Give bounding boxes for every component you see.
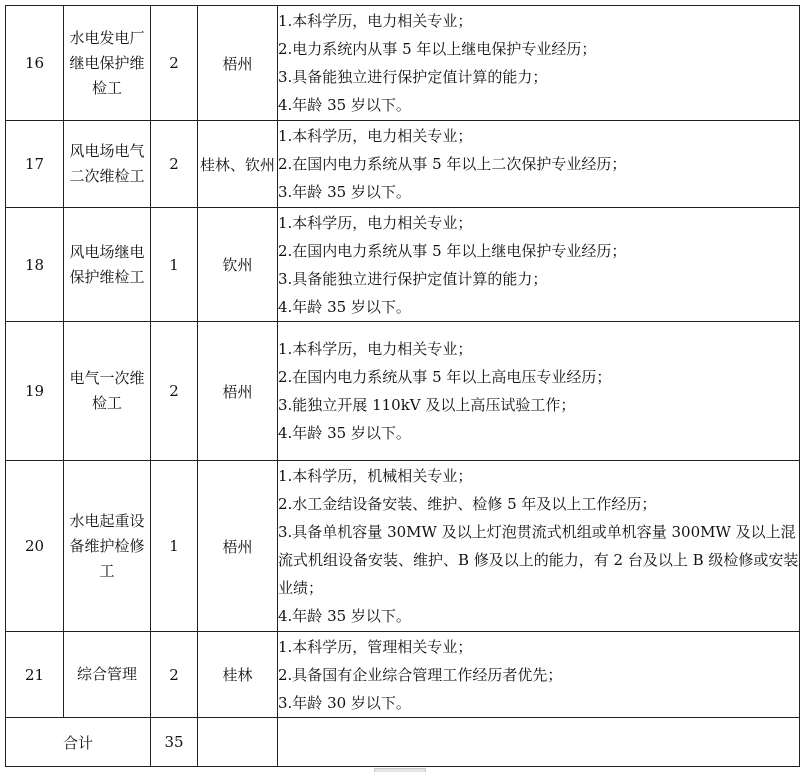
work-location: 梧州 bbox=[198, 322, 278, 461]
requirement-line: 1.本科学历，电力相关专业； bbox=[278, 12, 473, 30]
total-label: 合计 bbox=[6, 718, 151, 767]
table-row bbox=[6, 322, 800, 461]
requirement-line: 1.本科学历，电力相关专业； bbox=[278, 213, 473, 232]
requirements-cell bbox=[278, 322, 800, 461]
requirement-line: 3.能独立开展 110kV 及以上高压试验工作； bbox=[278, 396, 576, 414]
requirement-line: 4.年龄 35 岁以下。 bbox=[278, 96, 411, 114]
headcount: 2 bbox=[151, 632, 198, 718]
headcount: 1 bbox=[151, 208, 198, 322]
requirements-cell bbox=[278, 208, 800, 322]
position-name: 电气一次维检工 bbox=[64, 322, 151, 461]
table-row bbox=[6, 461, 800, 632]
table-row bbox=[6, 208, 800, 322]
position-name: 风电场电气二次维检工 bbox=[64, 121, 151, 208]
requirement-line: 3.年龄 35 岁以下。 bbox=[278, 183, 411, 201]
requirement-line: 2.电力系统内从事 5 年以上继电保护专业经历； bbox=[278, 40, 597, 58]
headcount: 2 bbox=[151, 322, 198, 461]
requirement-line: 1.本科学历，电力相关专业； bbox=[278, 340, 473, 358]
row-number: 20 bbox=[6, 461, 64, 632]
row-number: 16 bbox=[6, 6, 64, 121]
row-number: 21 bbox=[6, 632, 64, 718]
requirement-line: 1.本科学历，管理相关专业； bbox=[278, 637, 473, 656]
table-row bbox=[6, 121, 800, 208]
empty-cell bbox=[278, 718, 800, 767]
total-count: 35 bbox=[151, 718, 198, 767]
work-location: 梧州 bbox=[198, 6, 278, 121]
requirement-line: 3.具备能独立进行保护定值计算的能力； bbox=[278, 68, 548, 86]
work-location: 桂林、钦州 bbox=[198, 121, 278, 208]
position-name: 风电场继电保护维检工 bbox=[64, 208, 151, 322]
requirements-cell bbox=[278, 632, 800, 718]
work-location: 梧州 bbox=[198, 461, 278, 632]
requirement-line: 1.本科学历，电力相关专业； bbox=[278, 127, 473, 145]
requirements-cell bbox=[278, 6, 800, 121]
empty-cell bbox=[198, 718, 278, 767]
headcount: 2 bbox=[151, 6, 198, 121]
requirement-line: 4.年龄 35 岁以下。 bbox=[278, 607, 411, 625]
requirement-line: 2.在国内电力系统从事 5 年以上继电保护专业经历； bbox=[278, 241, 627, 260]
work-location: 桂林 bbox=[198, 632, 278, 718]
requirement-line: 2.水工金结设备安装、维护、检修 5 年及以上工作经历； bbox=[278, 495, 657, 513]
requirement-line: 1.本科学历，机械相关专业； bbox=[278, 467, 473, 485]
requirement-line: 3.具备能独立进行保护定值计算的能力； bbox=[278, 269, 548, 288]
table-row bbox=[6, 6, 800, 121]
total-row bbox=[6, 718, 800, 767]
requirement-line: 4.年龄 35 岁以下。 bbox=[278, 297, 411, 316]
requirements-cell bbox=[278, 461, 800, 632]
requirement-line: 3.具备单机容量 30MW 及以上灯泡贯流式机组或单机容量 300MW 及以上混流式机组设备安装、维护、B 修及以上的能力，有 2 台及以上 B 级检修或安装业绩； bbox=[278, 523, 799, 597]
requirement-line: 2.具备国有企业综合管理工作经历者优先； bbox=[278, 665, 563, 684]
requirement-line: 3.年龄 30 岁以下。 bbox=[278, 693, 411, 712]
row-number: 17 bbox=[6, 121, 64, 208]
headcount: 2 bbox=[151, 121, 198, 208]
requirements-cell bbox=[278, 121, 800, 208]
positions-table bbox=[5, 5, 800, 767]
horizontal-scroll-handle[interactable] bbox=[374, 768, 426, 772]
position-name: 水电起重设备维护检修工 bbox=[64, 461, 151, 632]
requirement-line: 2.在国内电力系统从事 5 年以上二次保护专业经历； bbox=[278, 155, 627, 173]
table-row bbox=[6, 632, 800, 718]
requirement-line: 2.在国内电力系统从事 5 年以上高电压专业经历； bbox=[278, 368, 612, 386]
headcount: 1 bbox=[151, 461, 198, 632]
row-number: 18 bbox=[6, 208, 64, 322]
requirement-line: 4.年龄 35 岁以下。 bbox=[278, 424, 411, 442]
row-number: 19 bbox=[6, 322, 64, 461]
position-name: 综合管理 bbox=[64, 632, 151, 718]
work-location: 钦州 bbox=[198, 208, 278, 322]
position-name: 水电发电厂继电保护维检工 bbox=[64, 6, 151, 121]
